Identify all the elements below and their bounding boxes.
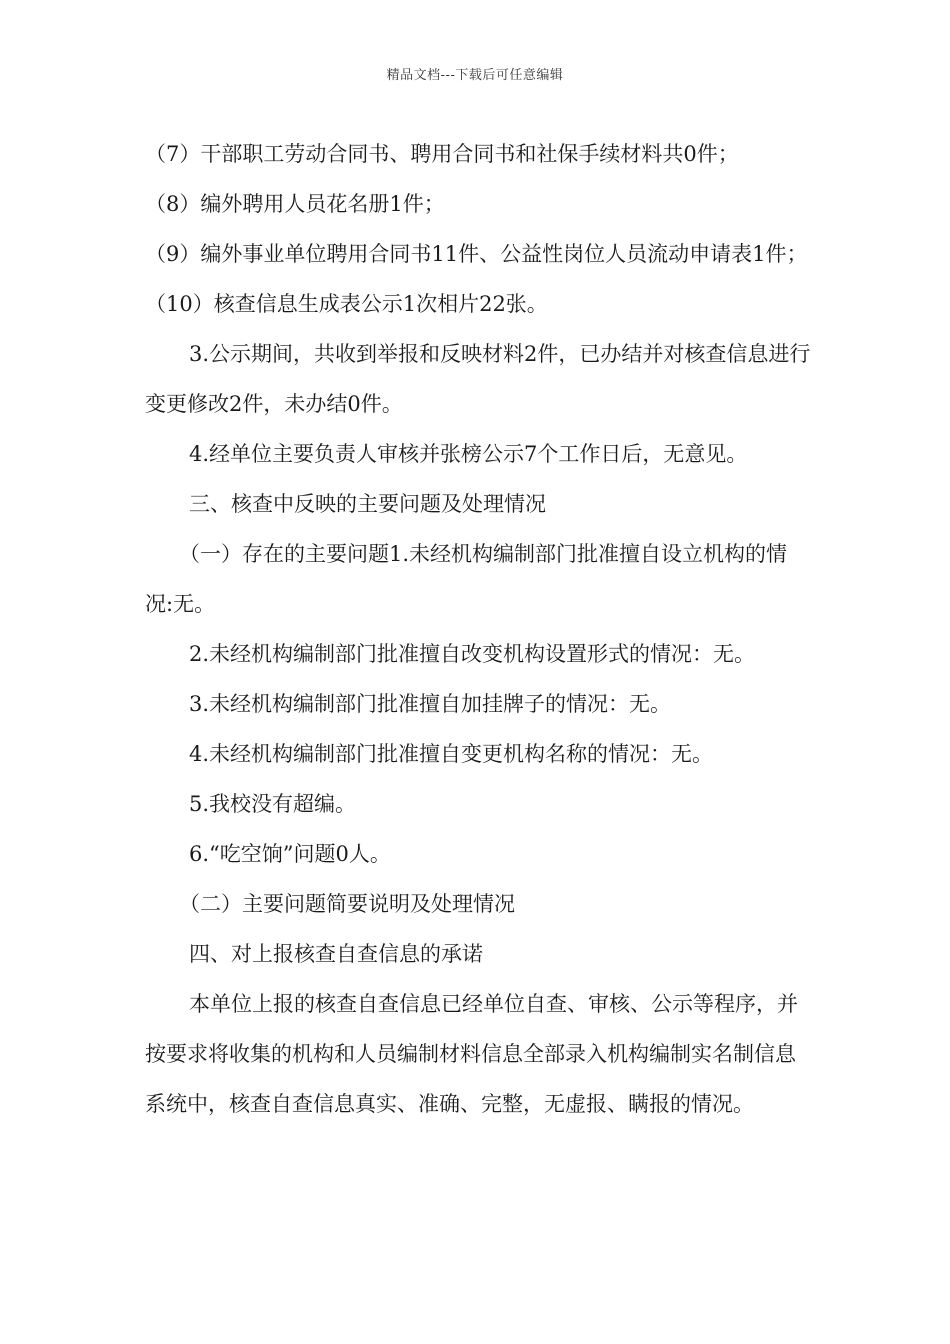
subsection-main-problems: （一）存在的主要问题1.未经机构编制部门批准擅自设立机构的情况:无。: [145, 542, 788, 616]
paragraph-commitment: 本单位上报的核查自查信息已经单位自查、审核、公示等程序，并按要求将收集的机构和人员编制材料信息全部录入机构编制实名制信息系统中，核查自查信息真实、准确、完整，无虚报、瞒报的情况。: [145, 992, 798, 1116]
page-header: 精品文档---下载后可任意编辑: [386, 68, 564, 83]
subsection-explanation: （二）主要问题简要说明及处理情况: [179, 892, 515, 916]
problem-item-5: 5.我校没有超编。: [189, 792, 357, 816]
paragraph-9: （9）编外事业单位聘用合同书11件、公益性岗位人员流动申请表1件；: [145, 242, 808, 266]
section-heading-4: 四、对上报核查自查信息的承诺: [189, 942, 483, 966]
problem-item-6: 6.“吃空饷”问题0人。: [189, 842, 391, 866]
paragraph-8: （8）编外聘用人员花名册1件；: [145, 192, 445, 216]
section-heading-3: 三、核查中反映的主要问题及处理情况: [189, 492, 546, 516]
problem-item-4: 4.未经机构编制部门批准擅自变更机构名称的情况：无。: [189, 742, 714, 766]
paragraph-10: （10）核查信息生成表公示1次相片22张。: [145, 292, 548, 316]
paragraph-7: （7）干部职工劳动合同书、聘用合同书和社保手续材料共0件；: [145, 142, 739, 166]
document-body: [145, 129, 815, 1129]
problem-item-3: 3.未经机构编制部门批准擅自加挂牌子的情况：无。: [189, 692, 672, 716]
problem-item-2: 2.未经机构编制部门批准擅自改变机构设置形式的情况：无。: [189, 642, 756, 666]
paragraph-review: 4.经单位主要负责人审核并张榜公示7个工作日后，无意见。: [189, 442, 748, 466]
paragraph-publicity-period: 3.公示期间，共收到举报和反映材料2件，已办结并对核查信息进行变更修改2件，未办结0件。: [145, 342, 811, 416]
